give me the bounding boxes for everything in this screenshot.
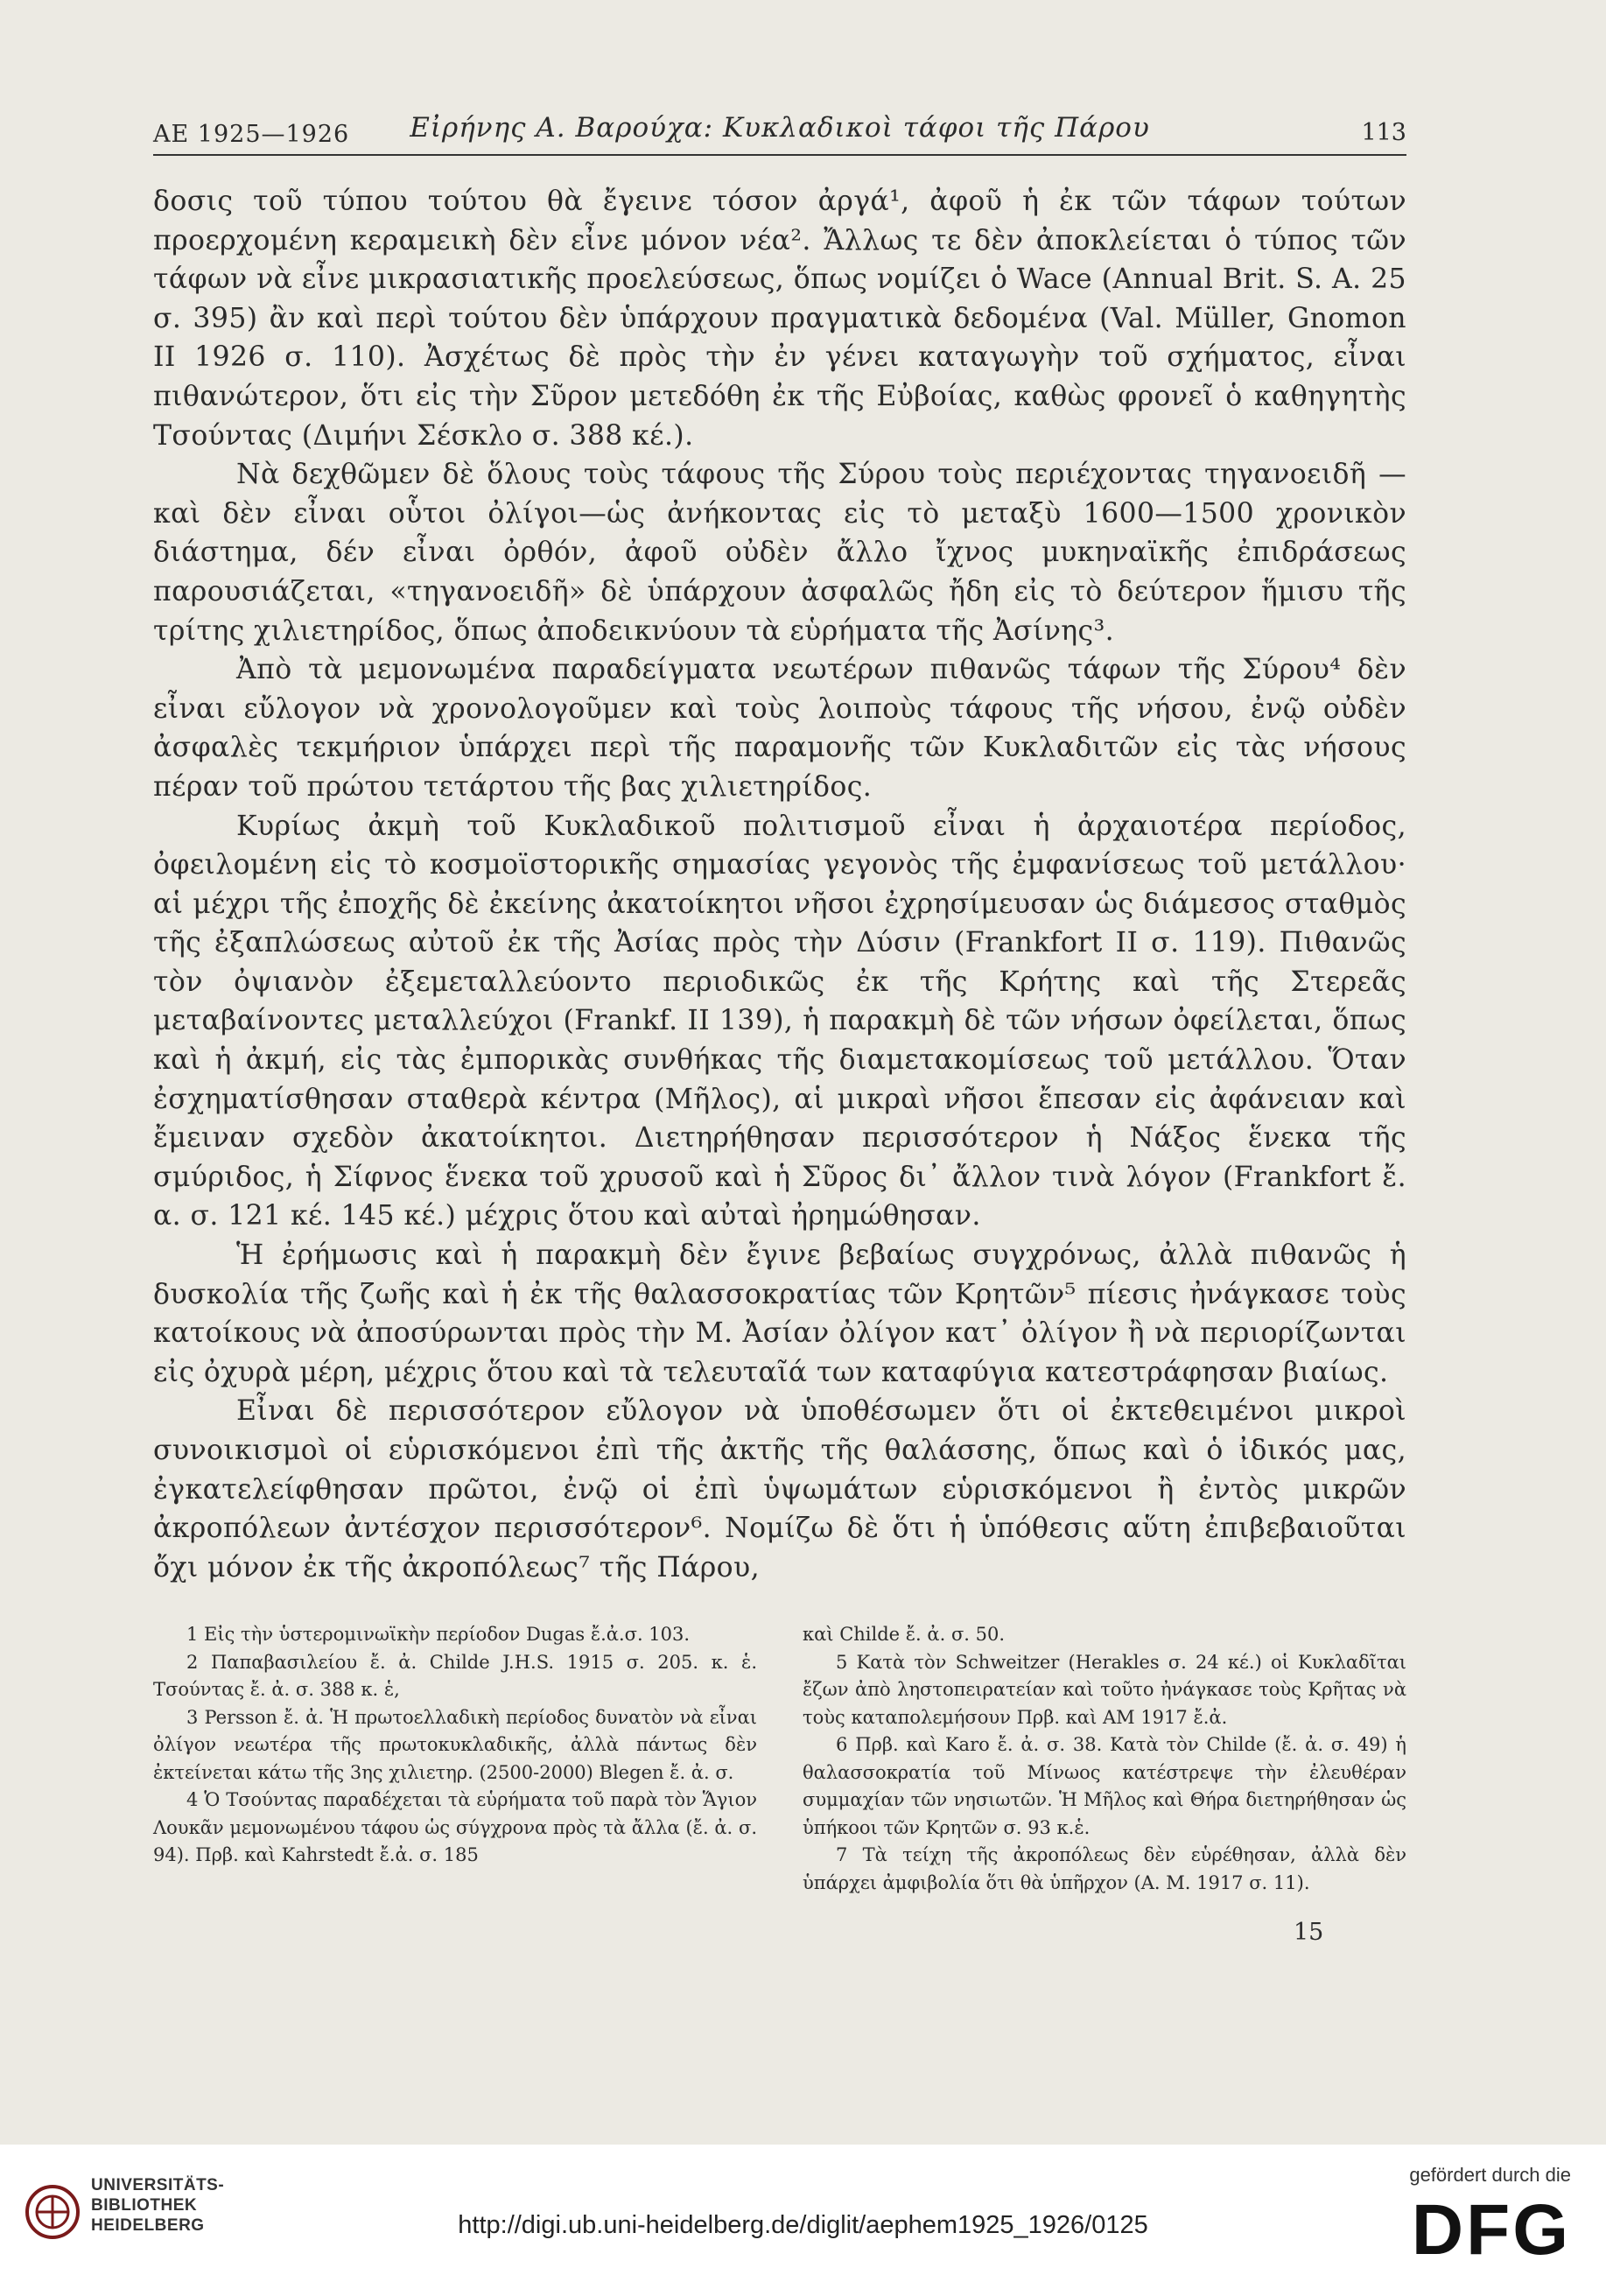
footnote: 2 Παπαβασιλείου ἔ. ἀ. Childe J.H.S. 1915 σ. 205. κ. ἑ. Τσούντας ἔ. ἀ. σ. 388 κ. ἑ, [153,1651,757,1700]
footnotes-right-column [803,1621,1406,1897]
footnote: 7 Τὰ τείχη τῆς ἀκροπόλεως δὲν εὑρέθησαν, ἀλλὰ δὲν ὑπάρχει ἀμφιβολία ὅτι θὰ ὑπῆρχον (A. M. 1917 σ. 11). [803,1844,1406,1893]
footnotes-left-column [153,1621,757,1870]
footnote: 3 Persson ἔ. ἀ. Ἡ πρωτοελλαδικὴ περίοδος δυνατὸν νὰ εἶναι ὀλίγον νεωτέρα τῆς πρωτοκυκλαδικῆς, ἀλλὰ πάντως δὲν ἐκτείνεται κάτω τῆς 3ης χιλιετηρ. (2500-2000) Blegen ἔ. ἀ. σ. [153,1706,757,1783]
header-rule [153,154,1406,156]
body-text [153,182,1406,1587]
dfg-logo: DFG [1411,2190,1571,2270]
library-name: UNIVERSITÄTS- BIBLIOTHEK HEIDELBERG [91,2176,225,2235]
permalink-url[interactable]: http://digi.ub.uni-heidelberg.de/diglit/aephem1925_1926/0125 [458,2211,1148,2239]
running-head [153,112,1406,156]
footnote: 5 Κατὰ τὸν Schweitzer (Herakles σ. 24 κέ.) οἱ Κυκλαδῖται ἔζων ἀπὸ ληστοπειρατείαν καὶ τοῦτο ἠνάγκασε τοὺς Κρῆτας νὰ τοὺς καταπολεμήσουν Πρβ. καὶ AM 1917 ἔ.ἀ. [803,1651,1406,1728]
footnote: καὶ Childe ἔ. ἀ. σ. 50. [803,1624,1006,1645]
paragraph: Νὰ δεχθῶμεν δὲ ὅλους τοὺς τάφους τῆς Σύρου τοὺς περιέχοντας τηγανοειδῆ — καὶ δὲν εἶναι οὗτοι ὀλίγοι—ὡς ἀνήκοντας εἰς τὸ μεταξὺ 1600—1500 χρονικὸν διάστημα, δέν εἶναι ὀρθόν, ἀφοῦ οὐδὲν ἄλλο ἴχνος μυκηναϊκῆς ἐπιδράσεως παρουσιάζεται, «τηγανοειδῆ» δὲ ὑπάρχουν ἀσφαλῶς ἤδη εἰς τὸ δεύτερον ἥμισυ τῆς τρίτης χιλιετηρίδος, ὅπως ἀποδεικνύουν τὰ εὑρήματα τῆς Ἀσίνης³. [153,459,1406,647]
paragraph: δοσις τοῦ τύπου τούτου θὰ ἔγεινε τόσον ἀργά¹, ἀφοῦ ἡ ἐκ τῶν τάφων τούτων προερχομένη κεραμεικὴ δὲν εἶνε μόνον νέα². Ἄλλως τε δὲν ἀποκλείεται ὁ τύπος τῶν τάφων νὰ εἶνε μικρασιατικῆς προελεύσεως, ὅπως νομίζει ὁ Wace (Annual Brit. S. A. 25 σ. 395) ἂν καὶ περὶ τούτου δὲν ὑπάρχουν πραγματικὰ δεδομένα (Val. Müller, Gnomon II 1926 σ. 110). Ἀσχέτως δὲ πρὸς τὴν ἐν γένει καταγωγὴν τοῦ σχήματος, εἶναι πιθανώτερον, ὅτι εἰς τὴν Σῦρον μετεδόθη ἐκ τῆς Εὐβοίας, καθὼς φρονεῖ ὁ καθηγητὴς Τσούντας (Διμήνι Σέσκλο σ. 388 κέ.). [153,186,1406,452]
footnote: 1 Εἰς τὴν ὑστερομινωϊκὴν περίοδον Dugas ἔ.ἀ.σ. 103. [186,1624,691,1645]
viewer-footer [0,2145,1606,2296]
paragraph: Κυρίως ἀκμὴ τοῦ Κυκλαδικοῦ πολιτισμοῦ εἶναι ἡ ἀρχαιοτέρα περίοδος, ὀφειλομένη εἰς τὸ κοσμοϊστορικῆς σημασίας γεγονὸς τῆς ἐμφανίσεως τοῦ μετάλλου· αἱ μέχρι τῆς ἐποχῆς δὲ ἐκείνης ἀκατοίκητοι νῆσοι ἐχρησίμευσαν ὡς διάμεσος σταθμὸς τῆς ἐξαπλώσεως αὐτοῦ ἐκ τῆς Ἀσίας πρὸς τὴν Δύσιν (Frankfort II σ. 119). Πιθανῶς τὸν ὀψιανὸν ἐξεμεταλλεύοντο περιοδικῶς ἐκ τῆς Κρήτης καὶ τῆς Στερεᾶς μεταβαίνοντες μεταλλεύχοι (Frankf. II 139), ἡ παρακμὴ δὲ τῶν νήσων ὀφείλεται, ὅπως καὶ ἡ ἀκμή, εἰς τὰς ἐμπορικὰς συνθήκας τῆς διαμετακομίσεως τοῦ μετάλλου. Ὅταν ἐσχηματίσθησαν σταθερὰ κέντρα (Μῆλος), αἱ μικραὶ νῆσοι ἔπεσαν εἰς ἀφάνειαν καὶ ἔμειναν σχεδὸν ἀκατοίκητοι. Διετηρήθησαν περισσότερον ἡ Νάξος ἕνεκα τῆς σμύριδος, ἡ Σίφνος ἕνεκα τοῦ χρυσοῦ καὶ ἡ Σῦρος δι᾽ ἄλλον τινὰ λόγον (Frankfort ἔ. α. σ. 121 κέ. 145 κέ.) μέχρις ὅτου καὶ αὐταὶ ἠρημώθησαν. [153,810,1406,1232]
paragraph: Εἶναι δὲ περισσότερον εὔλογον νὰ ὑποθέσωμεν ὅτι οἱ ἐκτεθειμένοι μικροὶ συνοικισμοὶ οἱ εὑρισκόμενοι ἐπὶ τῆς ἀκτῆς τῆς θαλάσσης, ὅπως καὶ ὁ ἰδικός μας, ἐγκατελείφθησαν πρῶτοι, ἐνῷ οἱ ἐπὶ ὑψωμάτων εὑρισκόμενοι ἢ ἐντὸς μικρῶν ἀκροπόλεων ἀντέσχον περισσότερον⁶. Νομίζω δὲ ὅτι ἡ ὑπόθεσις αὕτη ἐπιβεβαιοῦται ὄχι μόνον ἐκ τῆς ἀκροπόλεως⁷ τῆς Πάρου, [153,1395,1406,1583]
paragraph: Ἀπὸ τὰ μεμονωμένα παραδείγματα νεωτέρων πιθανῶς τάφων τῆς Σύρου⁴ δὲν εἶναι εὔλογον νὰ χρονολογοῦμεν καὶ τοὺς λοιποὺς τάφους τῆς νήσου, ἐνῷ οὐδὲν ἀσφαλὲς τεκμήριον ὑπάρχει περὶ τῆς παραμονῆς τῶν Κυκλαδιτῶν εἰς τὰς νήσους πέραν τοῦ πρώτου τετάρτου τῆς βας χιλιετηρίδος. [153,654,1406,803]
footnote: 4 Ὁ Τσούντας παραδέχεται τὰ εὑρήματα τοῦ παρὰ τὸν Ἅγιον Λουκᾶν μεμονωμένου τάφου ὡς σύγχρονα πρὸς τὰ ἄλλα (ἔ. ἀ. σ. 94). Πρβ. καὶ Kahrstedt ἔ.ἀ. σ. 185 [153,1789,757,1865]
paragraph: Ἡ ἐρήμωσις καὶ ἡ παρακμὴ δὲν ἔγινε βεβαίως συγχρόνως, ἀλλὰ πιθανῶς ἡ δυσκολία τῆς ζωῆς καὶ ἡ ἐκ τῆς θαλασσοκρατίας τῶν Κρητῶν⁵ πίεσις ἠνάγκασε τοὺς κατοίκους νὰ ἀποσύρωνται πρὸς τὴν Μ. Ἀσίαν ὀλίγον κατ᾽ ὀλίγον ἢ νὰ περιορίζωνται εἰς ὀχυρὰ μέρη, μέχρις ὅτου καὶ τὰ τελευταῖά των καταφύγια κατεστράφησαν βιαίως. [153,1239,1406,1388]
signature-mark: 15 [1294,1919,1324,1946]
article-title: Εἰρήνης Α. Βαρούχα: Κυκλαδικοὶ τάφοι τῆς Πάρου [410,112,1150,144]
sponsor-text: gefördert durch die [1409,2164,1571,2186]
journal-abbrev: ΑΕ 1925—1926 [153,121,350,148]
footnote: 6 Πρβ. καὶ Karo ἔ. ἀ. σ. 38. Κατὰ τὸν Childe (ἔ. ἀ. σ. 49) ἡ θαλασσοκρατία τοῦ Μίνωος κατέστρεψε τὴν ἐλευθέραν συμμαχίαν τῶν νησιωτῶν. Ἡ Μῆλος καὶ Θήρα διετηρήθησαν ὡς ὑπήκοοι τῶν Κρητῶν σ. 93 κ.ἑ. [803,1734,1406,1838]
page-number: 113 [1361,119,1406,146]
